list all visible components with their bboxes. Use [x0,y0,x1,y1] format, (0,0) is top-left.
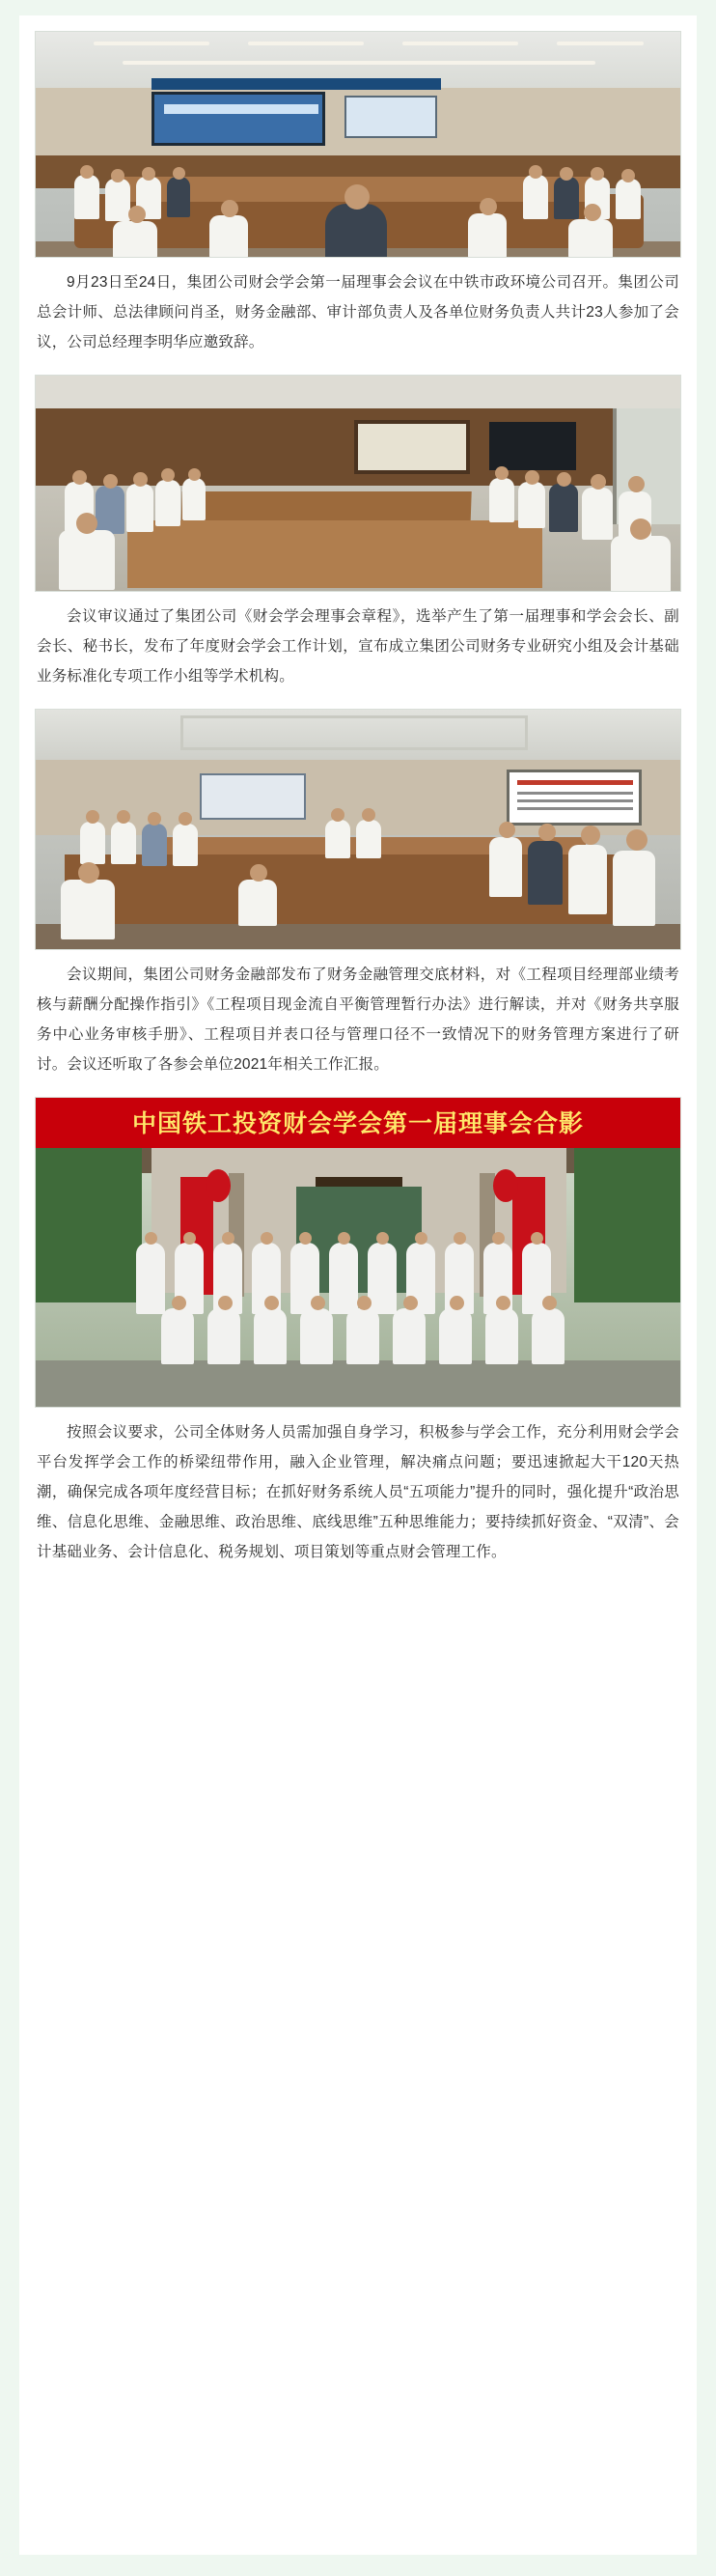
attendee-head [557,472,571,487]
attendee [155,480,180,526]
group-member-seated [393,1308,426,1364]
attendee [238,880,277,926]
attendee-head [628,476,645,492]
paragraph-4: 按照会议要求，公司全体财务人员需加强自身学习，积极参与学会工作，充分利用财会学会平台发挥学会工作的桥梁纽带作用，融入企业管理，解决痛点问题；要迅速掀起大干120天热潮，确保完成各项年度经营目标；在抓好财务系统人员“五项能力”提升的同时，强化提升“政治思维、信息化思维、金融思维、政治思维、底线思维”五种思维能力；要持续抓好资金、“双清”、会计基础业务、会计信息化、税务规划、项目策划等重点财会管理工作。 [37,1424,679,1560]
paragraph-2: 会议审议通过了集团公司《财会学会理事会章程》，选举产生了第一届理事和学会会长、副会长、秘书长，发布了年度财会学会工作计划，宣布成立集团公司财务专业研究小组及会计基础业务标准化专项工作小组等学术机构。 [37,608,679,685]
attendee-head [538,824,556,841]
side-display [344,96,437,138]
group-member [368,1243,397,1314]
group-member-head [454,1232,466,1245]
group-photo-image [36,1148,680,1407]
group-member-head [531,1232,543,1245]
floor [36,924,680,949]
group-member-head [450,1296,464,1310]
attendee [549,484,578,532]
attendee-head [525,470,539,485]
attendee-head [80,165,94,179]
attendee [554,177,579,219]
speaker-head [344,184,370,210]
attendee-head [499,822,515,838]
attendee [528,841,563,905]
speaker [325,204,387,258]
attendee-head [76,513,97,534]
photo-meeting-room-3 [35,709,681,950]
attendee [523,175,548,219]
attendee [582,488,613,540]
attendee-head [331,808,344,822]
group-member-seated [346,1308,379,1364]
group-member [136,1243,165,1314]
article-card [19,15,697,2555]
attendee [356,820,381,858]
attendee-head [111,169,124,182]
group-member-head [496,1296,510,1310]
attendee [182,478,206,520]
attendee-head [161,468,175,482]
paragraph-3: 会议期间，集团公司财务金融部发布了财务金融管理交底材料，对《工程项目经理部业绩考核与薪酬分配操作指引》《工程项目现金流自平衡管理暂行办法》进行解读，并对《财务共享服务中心业务审核手册》、工程项目并表口径与管理口径不一致情况下的财务管理方案进行了研讨。会议还听取了各参会单位2021年相关工作汇报。 [37,966,679,1073]
group-member-seated [439,1308,472,1364]
attendee [96,486,124,534]
tree [574,1148,680,1302]
group-member-head [145,1232,157,1245]
group-member [329,1243,358,1314]
attendee-head [630,518,651,540]
attendee [111,822,136,864]
attendee [518,482,545,528]
group-member-head [376,1232,389,1245]
attendee [80,822,105,864]
group-member-seated [207,1308,240,1364]
screen-text-line [517,799,633,802]
tree [36,1148,142,1302]
attendee [209,215,248,258]
group-member-head [172,1296,186,1310]
attendee-head [148,812,161,826]
attendee [142,824,167,866]
attendee-head [78,862,99,883]
attendee [105,179,130,221]
attendee-head [529,165,542,179]
attendee [489,837,522,897]
ceiling-light [557,42,644,45]
attendee [74,175,99,219]
group-member-head [357,1296,372,1310]
lantern-icon [206,1169,231,1202]
attendee-head [188,468,201,481]
attendee [61,880,115,939]
group-member-seated [254,1308,287,1364]
group-member-head [222,1232,234,1245]
attendee-head [72,470,87,485]
attendee [59,530,115,590]
attendee [611,536,671,592]
group-member-head [299,1232,312,1245]
group-photo-title: 中国铁工投资财会学会第一届理事会合影 [36,1098,680,1148]
ceiling-light [248,42,364,45]
attendee-head [621,169,635,182]
group-member-head [492,1232,505,1245]
attendee [126,484,153,532]
attendee-head [103,474,118,489]
attendee-head [133,472,148,487]
attendee-head [117,810,130,824]
attendee [616,179,641,219]
group-member-head [403,1296,418,1310]
attendee-head [173,167,185,180]
side-display [200,773,306,820]
group-member-head [415,1232,427,1245]
lantern-icon [493,1169,518,1202]
attendee [568,845,607,914]
attendee [489,478,514,522]
attendee [468,213,507,258]
attendee-head [179,812,192,826]
group-member-seated [532,1308,565,1364]
photo-meeting-room-2 [35,375,681,592]
screen-title-line [517,780,633,785]
ceiling-light [402,42,518,45]
photo-meeting-room-1 [35,31,681,258]
attendee-head [86,810,99,824]
wall-display [489,422,576,470]
paragraph-1: 9月23日至24日，集团公司财会学会第一届理事会会议在中铁市政环境公司召开。集团公司总会计师、总法律顾问肖圣，财务金融部、审计部负责人及各单位财务负责人共计23人参加了会议，公司总经理李明华应邀致辞。 [37,274,679,350]
attendee [113,221,157,258]
attendee-head [495,466,509,480]
attendee-head [626,829,647,851]
photo-group-photo [35,1097,681,1408]
group-member-head [542,1296,557,1310]
ceiling-recess [180,715,528,750]
attendee [167,177,190,217]
attendee-head [142,167,155,181]
attendee-head [584,204,601,221]
group-member-head [264,1296,279,1310]
attendee-head [250,864,267,882]
ceiling-light [94,42,209,45]
attendee [325,820,350,858]
wall-painting [354,420,470,474]
attendee [173,824,198,866]
screen-text-line [517,792,633,795]
attendee-head [591,167,604,181]
attendee [613,851,655,926]
attendee [568,219,613,258]
presentation-screen [507,770,642,826]
group-member-head [183,1232,196,1245]
group-member-seated [300,1308,333,1364]
projection-screen [151,92,325,146]
attendee-head [221,200,238,217]
attendee-head [591,474,606,490]
attendee-head [560,167,573,181]
ceiling-light [123,61,595,65]
group-member-head [261,1232,273,1245]
ceiling [36,376,680,408]
attendee-head [581,826,600,845]
group-member-head [311,1296,325,1310]
group-member-seated [485,1308,518,1364]
attendee-head [362,808,375,822]
attendee-head [128,206,146,223]
group-member-head [218,1296,233,1310]
ground [36,1360,680,1407]
attendee-head [480,198,497,215]
group-member-seated [161,1308,194,1364]
conference-table-front [127,520,542,588]
screen-text-line [517,807,633,810]
group-member-head [338,1232,350,1245]
meeting-banner [151,78,441,90]
